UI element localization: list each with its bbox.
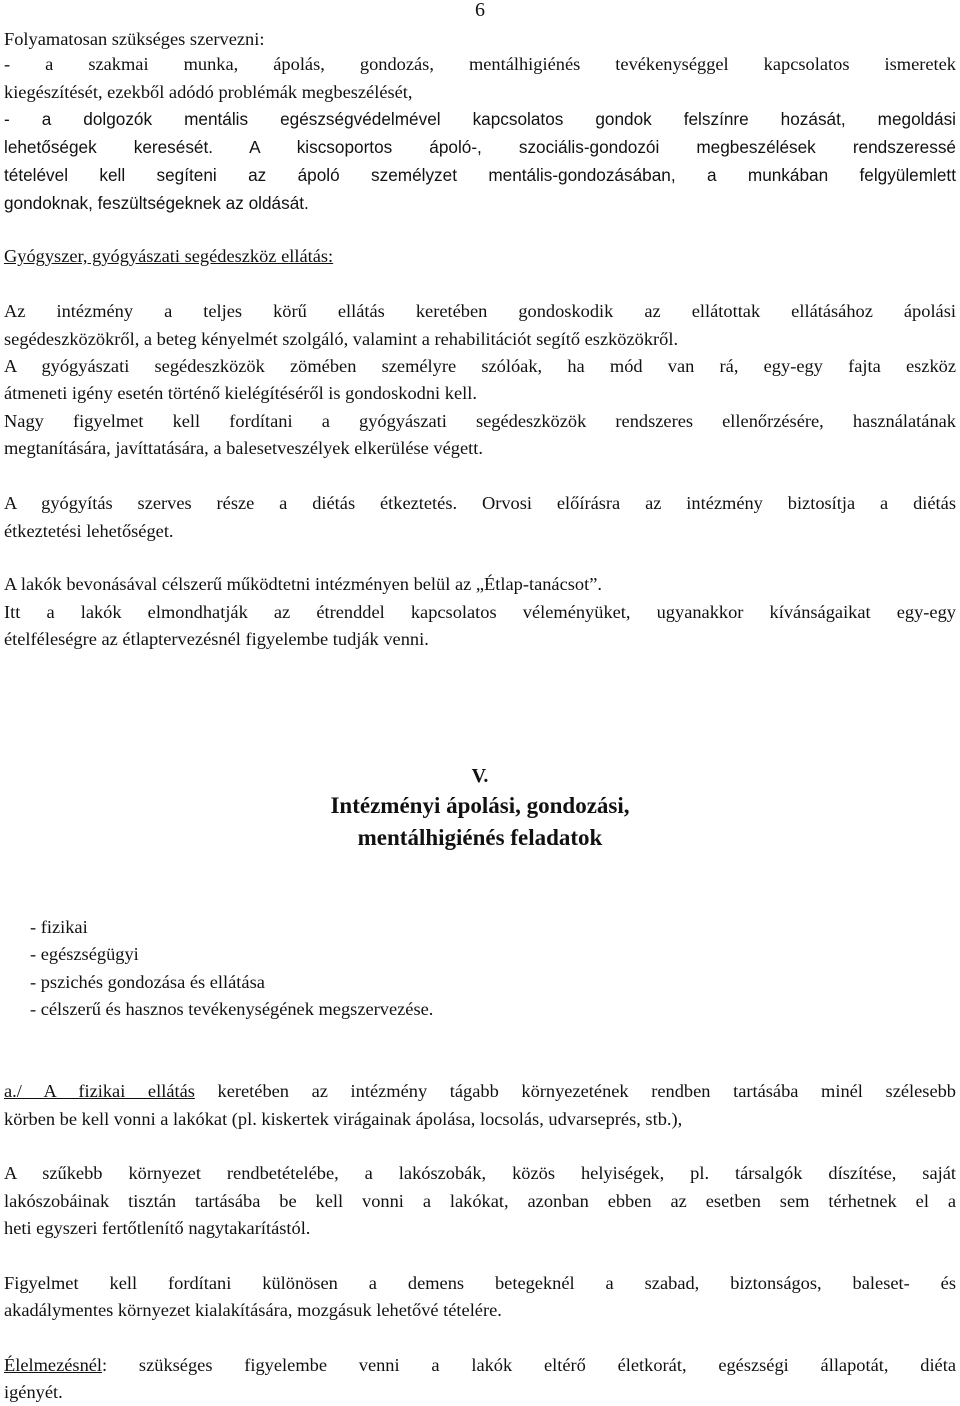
chapter-number: V. — [471, 765, 489, 787]
dementia-line-1: Figyelmet kell fordítani különösen a demens betegeknél a szabad, biztonságos, baleset- és — [4, 1273, 956, 1293]
chapter-title-line-1: Intézményi ápolási, gondozási, — [330, 793, 630, 818]
catering-line-2: igényét. — [4, 1382, 63, 1402]
catering-line-1 — [4, 1354, 956, 1376]
intro-line-5b: A kiscsoportos ápoló-, szociális-gondozói megbeszélések rendszeressé — [249, 137, 956, 157]
task-list-item-3: - pszichés gondozása és ellátása — [30, 972, 265, 992]
section-heading-medicines: Gyógyszer, gyógyászati segédeszköz ellátás: — [4, 246, 334, 266]
task-list-item-1: - fizikai — [30, 917, 88, 937]
physical-care-label: a./ A fizikai ellátás — [4, 1081, 195, 1101]
intro-line-4: - a dolgozók mentális egészségvédelmével kapcsolatos gondok felszínre hozását, megoldási — [4, 109, 956, 129]
physical-line-1 — [4, 1080, 956, 1102]
intro-line-2: - a szakmai munka, ápolás, gondozás, mentálhigiénés tevékenységgel kapcsolatos ismeretek — [4, 54, 956, 74]
medicines-line-4: átmeneti igény esetén történő kielégítéséről is gondoskodni kell. — [4, 383, 477, 403]
intro-line-6: tételével kell segíteni az ápoló személyzet mentális-gondozásában, a munkában felgyülemlett — [4, 165, 956, 185]
menu-council-line-3: ételféleségre az étlaptervezésnél figyelembe tudják venni. — [4, 629, 429, 649]
task-list-item-2: - egészségügyi — [30, 944, 139, 964]
physical-line-2: körben be kell vonni a lakókat (pl. kiskertek virágainak ápolása, locsolás, udvarseprés, stb.), — [4, 1109, 683, 1129]
page-number: 6 — [475, 0, 485, 21]
medicines-line-6: megtanítására, javíttatására, a balesetveszélyek elkerülése végett. — [4, 438, 483, 458]
diet-line-1: A gyógyítás szerves része a diétás étkeztetés. Orvosi előírásra az intézmény biztosítja a diétás — [4, 493, 956, 513]
environment-line-1: A szűkebb környezet rendbetételébe, a lakószobák, közös helyiségek, pl. társalgók díszítése, saját — [4, 1163, 956, 1183]
medicines-line-2: segédeszközökről, a beteg kényelmét szolgáló, valamint a rehabilitációt segítő eszközökről. — [4, 329, 679, 349]
intro-line-7: gondoknak, feszültségeknek az oldását. — [4, 193, 309, 213]
medicines-line-1: Az intézmény a teljes körű ellátás keretében gondoskodik az ellátottak ellátásához ápolási — [4, 301, 956, 321]
diet-line-2: étkeztetési lehetőséget. — [4, 521, 174, 541]
catering-label: Élelmezésnél — [4, 1355, 103, 1375]
intro-line-1: Folyamatosan szükséges szervezni: — [4, 29, 265, 49]
menu-council-line-1: A lakók bevonásával célszerű működtetni intézményen belül az „Étlap-tanácsot”. — [4, 574, 602, 594]
environment-line-3: heti egyszeri fertőtlenítő nagytakarítástól. — [4, 1218, 311, 1238]
medicines-line-3: A gyógyászati segédeszközök zömében személyre szólóak, ha mód van rá, egy-egy fajta eszköz — [4, 356, 956, 376]
task-list-item-4: - célszerű és hasznos tevékenységének megszervezése. — [30, 999, 434, 1019]
dementia-line-2: akadálymentes környezet kialakítására, mozgásuk lehetővé tételére. — [4, 1300, 502, 1320]
menu-council-line-2: Itt a lakók elmondhatják az étrenddel kapcsolatos véleményüket, ugyanakkor kívánságaikat egy-egy — [4, 602, 956, 622]
medicines-line-5: Nagy figyelmet kell fordítani a gyógyászati segédeszközök rendszeres ellenőrzésére, használatának — [4, 411, 956, 431]
intro-line-3: kiegészítését, ezekből adódó problémák megbeszélését, — [4, 82, 413, 102]
chapter-title-line-2: mentálhigiénés feladatok — [357, 825, 603, 850]
physical-line-1-rest: keretében az intézmény tágabb környezetének rendben tartásába minél szélesebb — [194, 1081, 956, 1101]
environment-line-2: lakószobáinak tisztán tartásába be kell vonni a lakókat, azonban ebben az esetben sem térhetnek el a — [4, 1191, 956, 1211]
intro-line-5a: lehetőségek keresését. — [4, 137, 214, 157]
intro-line-5-group — [4, 136, 956, 158]
catering-line-1-rest: : szükséges figyelembe venni a lakók eltérő életkorát, egészségi állapotát, diéta — [102, 1355, 956, 1375]
